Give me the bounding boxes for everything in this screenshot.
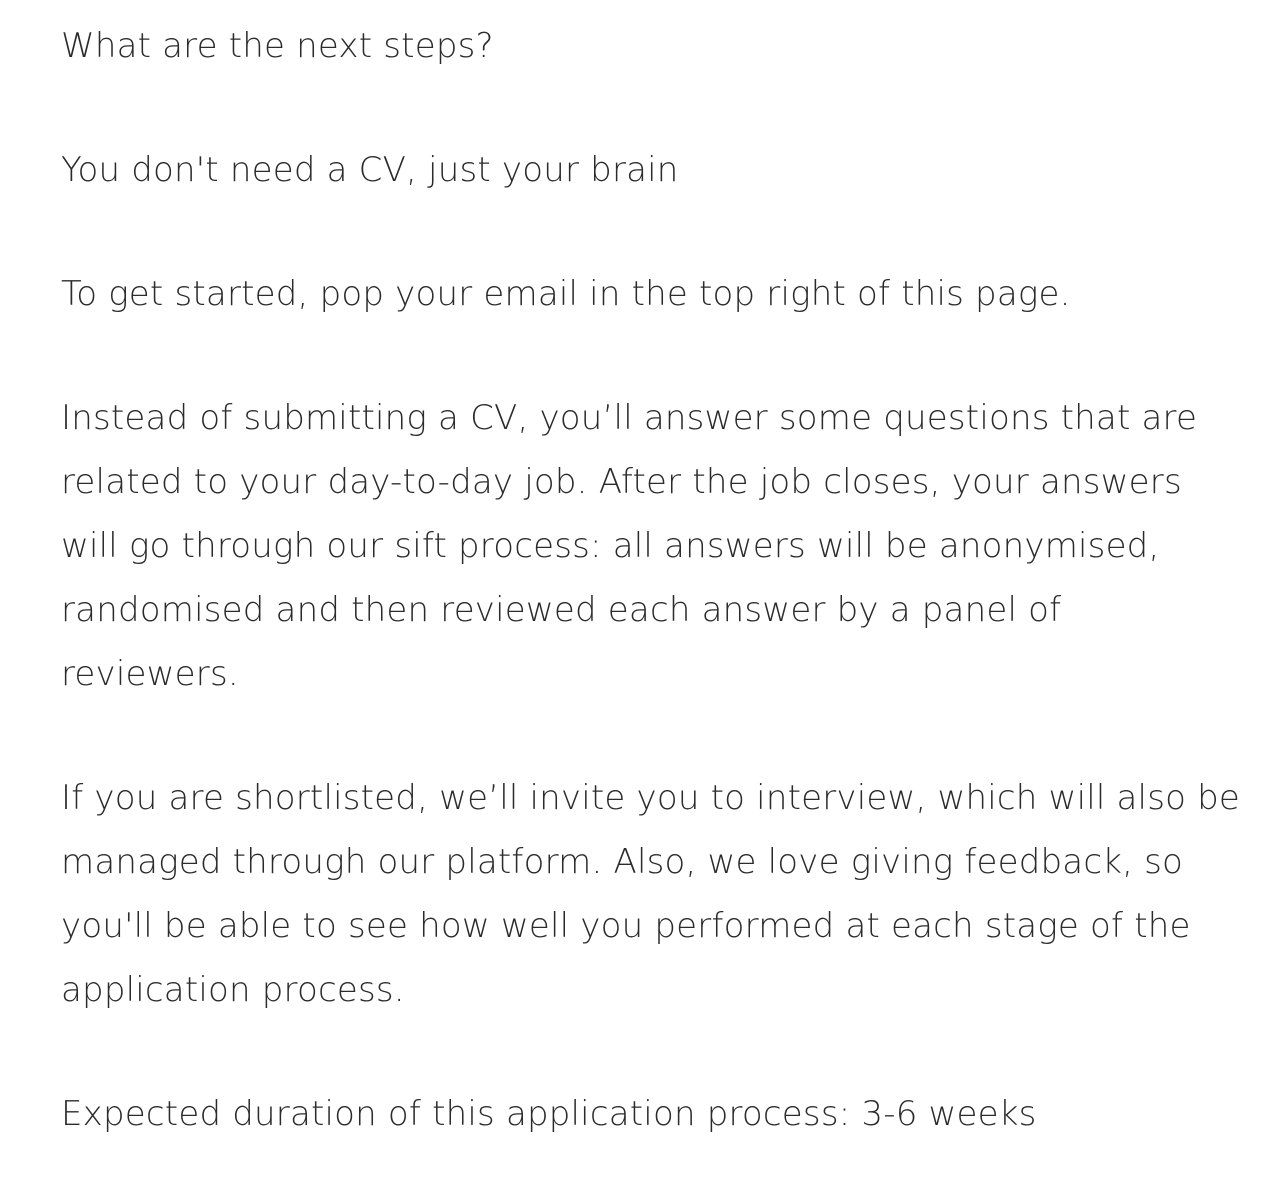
shortlist-line: application process. — [61, 970, 405, 1010]
shortlist-line: you'll be able to see how well you performed at each stage of the — [61, 906, 1191, 946]
get-started-text: To get started, pop your email in the top right of this page. — [61, 274, 1071, 314]
shortlist-line: If you are shortlisted, we’ll invite you to interview, which will also be — [61, 778, 1241, 818]
process-line: Instead of submitting a CV, you’ll answer some questions that are — [61, 398, 1198, 438]
section-heading: What are the next steps? — [61, 26, 494, 66]
process-line: randomised and then reviewed each answer by a panel of — [61, 590, 1062, 630]
process-line: will go through our sift process: all answers will be anonymised, — [61, 526, 1160, 566]
process-line: reviewers. — [61, 654, 239, 694]
process-description — [61, 386, 1211, 706]
shortlist-line: managed through our platform. Also, we love giving feedback, so — [61, 842, 1184, 882]
shortlist-description — [61, 766, 1251, 1022]
process-line: related to your day-to-day job. After the job closes, your answers — [61, 462, 1182, 502]
expected-duration: Expected duration of this application process: 3-6 weeks — [61, 1094, 1037, 1134]
section-subheading: You don't need a CV, just your brain — [61, 150, 679, 190]
